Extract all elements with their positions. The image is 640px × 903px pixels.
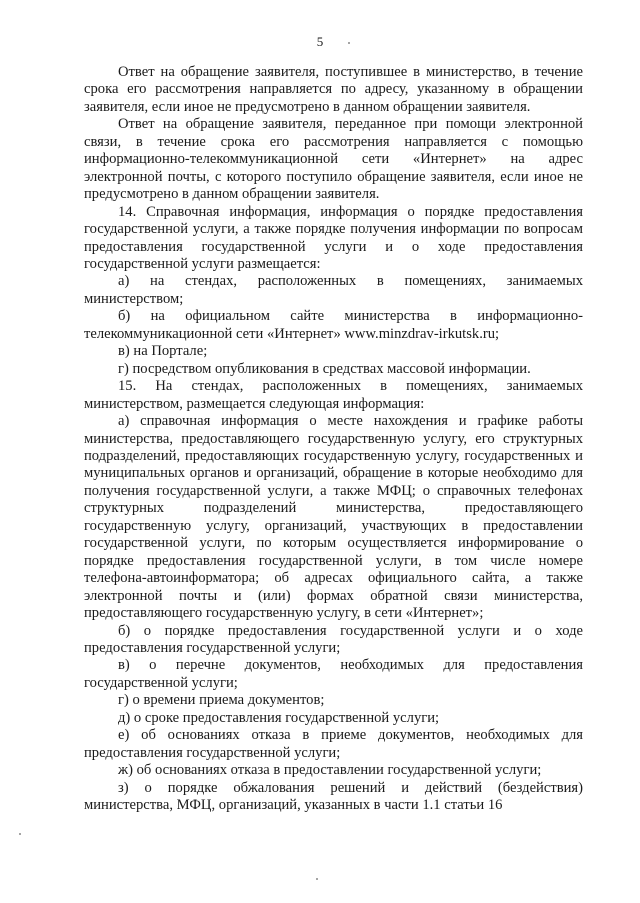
document-body <box>84 64 583 814</box>
paragraph: ж) об основаниях отказа в предоставлении государственной услуги; <box>118 762 542 779</box>
paragraph: 15. На стендах, расположенных в помещениях, занимаемых министерством, размещается следующая информация: <box>84 378 583 412</box>
paragraph: з) о порядке обжалования решений и действий (бездействия) министерства, МФЦ, организаций, указанных в части 1.1 статьи 16 <box>84 779 583 814</box>
paragraph: а) на стендах, расположенных в помещениях, занимаемых министерством; <box>84 273 583 307</box>
paragraph: в) о перечне документов, необходимых для предоставления государственной услуги; <box>84 657 583 691</box>
paragraph: е) об основаниях отказа в приеме документов, необходимых для предоставления государственной услуги; <box>84 727 583 761</box>
paragraph: в) на Портале; <box>118 343 208 360</box>
paragraph: б) на официальном сайте министерства в информационно-телекоммуникационной сети «Интернет» www.minzdrav-irkutsk.ru; <box>84 308 583 342</box>
scan-speck <box>19 833 21 835</box>
page-number: 5 <box>316 34 324 49</box>
scan-speck <box>348 42 350 44</box>
paragraph: г) посредством опубликования в средствах массовой информации. <box>118 360 531 377</box>
paragraph: Ответ на обращение заявителя, поступившее в министерство, в течение срока его рассмотрения направляется по адресу, указанному в обращении заявителя, если иное не предусмотрено в данном обращении заявителя. <box>84 64 583 115</box>
paragraph: г) о времени приема документов; <box>118 692 325 709</box>
paragraph: б) о порядке предоставления государственной услуги и о ходе предоставления государственной услуги; <box>84 622 583 656</box>
paragraph: 14. Справочная информация, информация о порядке предоставления государственной услуги, а также порядке получения информации по вопросам предоставления государственной услуги и о ходе предоставления государственной услуги размещается: <box>84 203 583 272</box>
paragraph: д) о сроке предоставления государственной услуги; <box>118 709 440 726</box>
paragraph: Ответ на обращение заявителя, переданное при помощи электронной связи, в течение срока его рассмотрения направляется с помощью информационно-телекоммуникационной сети «Интернет» на адрес электронной почты, с которого поступило обращение заявителя, если иное не предусмотрено в данном обращении заявителя. <box>84 116 583 203</box>
scan-speck <box>316 878 318 880</box>
paragraph: а) справочная информация о месте нахождения и графике работы министерства, предоставляющего государственную услугу, его структурных подразделений, предоставляющих государственную услугу, государственных и муниципальных органов и организаций, обращение в которые необходимо для получения государственной услуги, а также МФЦ; о справочных телефонах структурных подразделений министерства, предоставляющего государственную услугу, организаций, участвующих в предоставлении государственной услуги, по которым осуществляется информирование о порядке предоставления государственной услуги, в том числе номере телефона-автоинформатора; об адресах официального сайта, а также электронной почты и (или) формах обратной связи министерства, предоставляющего государственную услугу, в сети «Интернет»; <box>84 413 583 622</box>
